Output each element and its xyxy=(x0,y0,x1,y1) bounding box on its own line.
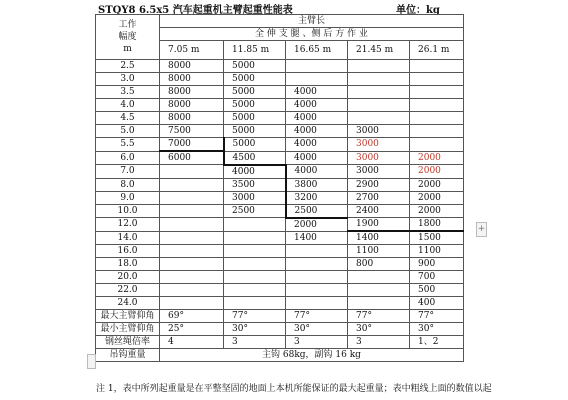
capacity-cell xyxy=(160,231,224,245)
boom-26-1: 26.1 m xyxy=(410,41,464,60)
reeving-label: 钢丝绳倍率 xyxy=(96,336,160,349)
capacity-cell xyxy=(348,73,410,86)
capacity-cell: 8000 xyxy=(160,73,224,86)
capacity-cell xyxy=(410,125,464,138)
capacity-cell xyxy=(224,218,286,232)
capacity-cell: 2900 xyxy=(348,178,410,191)
max-angle-cell: 69° xyxy=(160,310,224,323)
capacity-cell: 6000 xyxy=(160,151,224,165)
radius-cell: 9.0 xyxy=(96,191,160,204)
capacity-cell: 3200 xyxy=(286,191,348,204)
min-angle-label: 最小主臂仰角 xyxy=(96,323,160,336)
capacity-cell xyxy=(348,60,410,73)
capacity-cell: 2000 xyxy=(410,204,464,218)
min-angle-cell: 30° xyxy=(348,323,410,336)
capacity-cell xyxy=(410,73,464,86)
radius-header xyxy=(96,15,160,60)
capacity-cell: 7000 xyxy=(160,138,224,152)
capacity-cell: 4000 xyxy=(286,112,348,125)
radius-cell: 6.0 xyxy=(96,151,160,165)
capacity-cell: 4000 xyxy=(286,151,348,165)
capacity-cell: 4000 xyxy=(286,125,348,138)
capacity-cell: 4000 xyxy=(286,86,348,99)
boom-7-05: 7.05 m xyxy=(160,41,224,60)
capacity-cell: 3000 xyxy=(348,125,410,138)
radius-cell: 4.0 xyxy=(96,99,160,112)
radius-cell: 14.0 xyxy=(96,231,160,245)
reeving-cell: 3 xyxy=(348,336,410,349)
capacity-cell xyxy=(160,165,224,179)
capacity-cell: 700 xyxy=(410,271,464,284)
capacity-cell: 3000 xyxy=(224,191,286,204)
capacity-cell: 5000 xyxy=(224,138,286,152)
radius-cell: 5.0 xyxy=(96,125,160,138)
load-chart-table xyxy=(95,14,464,362)
min-angle-cell: 30° xyxy=(224,323,286,336)
boom-11-85: 11.85 m xyxy=(224,41,286,60)
capacity-cell: 4000 xyxy=(224,165,286,179)
capacity-cell: 5000 xyxy=(224,125,286,138)
capacity-cell: 5000 xyxy=(224,112,286,125)
radius-cell: 2.5 xyxy=(96,60,160,73)
boom-21-45: 21.45 m xyxy=(348,41,410,60)
capacity-cell: 1800 xyxy=(410,218,464,232)
capacity-cell xyxy=(224,284,286,297)
capacity-cell: 4000 xyxy=(286,138,348,152)
capacity-cell xyxy=(348,284,410,297)
radius-cell: 3.5 xyxy=(96,86,160,99)
radius-cell: 5.5 xyxy=(96,138,160,152)
capacity-cell xyxy=(410,112,464,125)
capacity-cell: 4000 xyxy=(286,99,348,112)
capacity-cell: 4500 xyxy=(224,151,286,165)
capacity-cell: 800 xyxy=(348,258,410,271)
table-row xyxy=(96,178,464,191)
radius-cell: 4.5 xyxy=(96,112,160,125)
expand-column-handle[interactable]: + xyxy=(476,222,487,237)
page-title: STQY8 6.5x5 汽车起重机主臂起重性能表 xyxy=(98,5,293,16)
capacity-cell xyxy=(410,99,464,112)
capacity-cell xyxy=(160,218,224,232)
radius-cell: 24.0 xyxy=(96,297,160,310)
table-row xyxy=(96,258,464,271)
reeving-cell: 3 xyxy=(224,336,286,349)
radius-cell: 16.0 xyxy=(96,245,160,258)
table-row xyxy=(96,112,464,125)
capacity-cell xyxy=(348,271,410,284)
capacity-cell xyxy=(160,297,224,310)
footnote: 注 1，表中所列起重量是在平整坚固的地面上本机所能保证的最大起重量；表中粗线上面的数值以起 xyxy=(96,384,492,394)
table-row xyxy=(96,165,464,179)
radius-cell: 8.0 xyxy=(96,178,160,191)
capacity-cell: 1500 xyxy=(410,231,464,245)
reeving-cell: 1、2 xyxy=(410,336,464,349)
capacity-cell xyxy=(286,297,348,310)
hook-weight-row xyxy=(96,349,464,362)
table-row xyxy=(96,73,464,86)
capacity-cell: 4000 xyxy=(286,165,348,179)
capacity-cell: 1400 xyxy=(348,231,410,245)
table-row xyxy=(96,284,464,297)
capacity-cell: 3800 xyxy=(286,178,348,191)
radius-header-unit: m xyxy=(123,44,132,54)
radius-cell: 20.0 xyxy=(96,271,160,284)
capacity-cell xyxy=(286,284,348,297)
max-angle-cell: 77° xyxy=(410,310,464,323)
capacity-cell: 2400 xyxy=(348,204,410,218)
capacity-cell xyxy=(286,245,348,258)
capacity-cell: 1400 xyxy=(286,231,348,245)
capacity-cell: 2000 xyxy=(410,191,464,204)
capacity-cell xyxy=(160,284,224,297)
table-row xyxy=(96,245,464,258)
capacity-cell: 1900 xyxy=(348,218,410,232)
capacity-cell: 8000 xyxy=(160,86,224,99)
capacity-cell: 2500 xyxy=(224,204,286,218)
capacity-cell xyxy=(286,258,348,271)
capacity-cell: 5000 xyxy=(224,86,286,99)
capacity-cell: 2000 xyxy=(286,218,348,232)
capacity-cell: 1100 xyxy=(348,245,410,258)
table-row xyxy=(96,99,464,112)
capacity-cell: 2500 xyxy=(286,204,348,218)
table-row xyxy=(96,218,464,232)
capacity-cell xyxy=(224,258,286,271)
capacity-cell xyxy=(160,178,224,191)
radius-cell: 3.0 xyxy=(96,73,160,86)
table-row xyxy=(96,125,464,138)
table-row xyxy=(96,138,464,152)
capacity-cell xyxy=(348,99,410,112)
table-row xyxy=(96,231,464,245)
max-angle-label: 最大主臂仰角 xyxy=(96,310,160,323)
table-row xyxy=(96,86,464,99)
radius-cell: 7.0 xyxy=(96,165,160,179)
radius-cell: 12.0 xyxy=(96,218,160,232)
hook-weight-label: 吊钩重量 xyxy=(96,349,160,362)
capacity-cell xyxy=(160,271,224,284)
capacity-cell: 3000 xyxy=(348,138,410,152)
capacity-cell xyxy=(286,60,348,73)
table-row xyxy=(96,204,464,218)
capacity-cell xyxy=(160,258,224,271)
capacity-cell: 3000 xyxy=(348,151,410,165)
capacity-cell: 500 xyxy=(410,284,464,297)
max-angle-cell: 77° xyxy=(224,310,286,323)
capacity-cell xyxy=(348,297,410,310)
boom-length-header: 主臂长 xyxy=(160,15,464,28)
table-row xyxy=(96,60,464,73)
boom-16-65: 16.65 m xyxy=(286,41,348,60)
capacity-cell xyxy=(348,112,410,125)
capacity-cell xyxy=(224,231,286,245)
capacity-cell xyxy=(410,60,464,73)
capacity-cell: 5000 xyxy=(224,73,286,86)
capacity-cell: 2000 xyxy=(410,165,464,179)
min-angle-row xyxy=(96,323,464,336)
header-row-1 xyxy=(96,15,464,28)
table-row xyxy=(96,271,464,284)
expand-row-handle[interactable] xyxy=(87,354,96,369)
reeving-cell: 3 xyxy=(286,336,348,349)
min-angle-cell: 30° xyxy=(410,323,464,336)
capacity-cell: 400 xyxy=(410,297,464,310)
reeving-cell: 4 xyxy=(160,336,224,349)
capacity-cell: 8000 xyxy=(160,112,224,125)
capacity-cell: 5000 xyxy=(224,60,286,73)
min-angle-cell: 30° xyxy=(286,323,348,336)
capacity-cell: 900 xyxy=(410,258,464,271)
capacity-cell xyxy=(160,191,224,204)
max-angle-cell: 77° xyxy=(348,310,410,323)
capacity-cell xyxy=(224,297,286,310)
capacity-cell: 2000 xyxy=(410,178,464,191)
max-angle-cell: 77° xyxy=(286,310,348,323)
capacity-cell: 3500 xyxy=(224,178,286,191)
capacity-cell: 2000 xyxy=(410,151,464,165)
capacity-cell xyxy=(286,271,348,284)
radius-cell: 18.0 xyxy=(96,258,160,271)
radius-header-line2: 幅度 xyxy=(118,32,137,42)
radius-cell: 22.0 xyxy=(96,284,160,297)
capacity-cell xyxy=(286,73,348,86)
capacity-cell xyxy=(410,86,464,99)
capacity-cell xyxy=(410,138,464,152)
radius-header-line1: 工作 xyxy=(118,20,137,30)
capacity-cell: 8000 xyxy=(160,99,224,112)
capacity-cell: 2700 xyxy=(348,191,410,204)
capacity-cell xyxy=(160,245,224,258)
unit-label: 单位：kg xyxy=(396,5,440,16)
table-row xyxy=(96,297,464,310)
radius-cell: 10.0 xyxy=(96,204,160,218)
capacity-cell xyxy=(348,86,410,99)
capacity-cell xyxy=(160,204,224,218)
table-body xyxy=(96,15,464,362)
capacity-cell: 3000 xyxy=(348,165,410,179)
min-angle-cell: 25° xyxy=(160,323,224,336)
capacity-cell: 7500 xyxy=(160,125,224,138)
table-row xyxy=(96,151,464,165)
hook-weight-value: 主钩 68kg，副钩 16 kg xyxy=(160,349,464,362)
capacity-cell: 8000 xyxy=(160,60,224,73)
config-header: 全 伸 支 腿 、侧 后 方 作 业 xyxy=(160,28,464,41)
capacity-cell: 1100 xyxy=(410,245,464,258)
capacity-cell xyxy=(224,245,286,258)
capacity-cell xyxy=(224,271,286,284)
table-row xyxy=(96,191,464,204)
capacity-cell: 5000 xyxy=(224,99,286,112)
reeving-row xyxy=(96,336,464,349)
max-angle-row xyxy=(96,310,464,323)
